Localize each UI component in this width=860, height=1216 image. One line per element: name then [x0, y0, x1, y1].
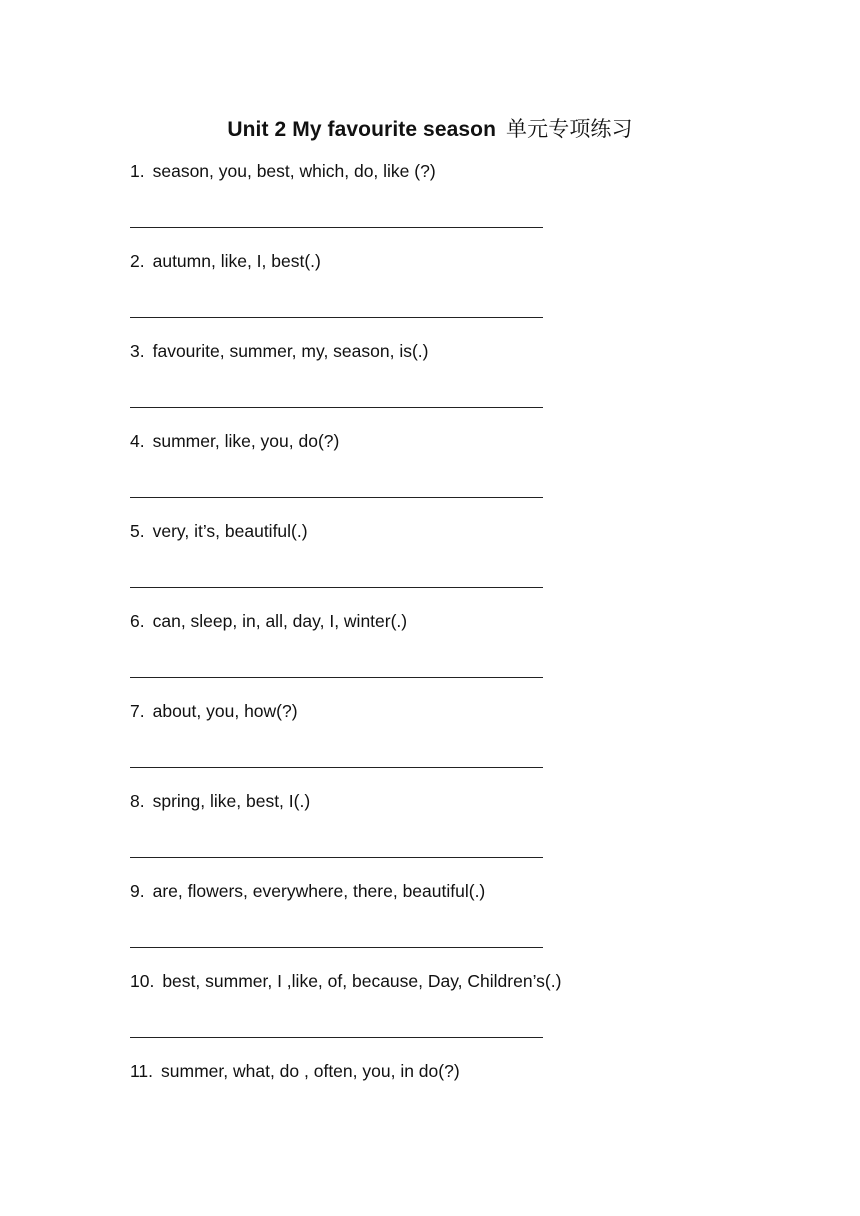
question-number: 11. [130, 1061, 154, 1081]
question-text: very, it’s, beautiful(.) [152, 521, 308, 541]
question-item [130, 517, 830, 607]
question-item [130, 1057, 830, 1147]
question-item [130, 607, 830, 697]
question-item [130, 697, 830, 787]
question-number: 8. [130, 791, 145, 811]
question-number: 1. [130, 161, 145, 181]
question-item [130, 787, 830, 877]
question-text: summer, what, do , often, you, in do(?) [161, 1061, 460, 1081]
question-number: 5. [130, 521, 145, 541]
answer-line[interactable] [130, 1037, 543, 1038]
title-english: Unit 2 My favourite season [227, 118, 497, 141]
question-item [130, 967, 830, 1057]
answer-line[interactable] [130, 227, 543, 228]
answer-line[interactable] [130, 767, 543, 768]
question-prompt [130, 881, 485, 902]
page-title [0, 113, 860, 143]
question-number: 6. [130, 611, 145, 631]
answer-line[interactable] [130, 677, 543, 678]
answer-line[interactable] [130, 497, 543, 498]
answer-line[interactable] [130, 587, 543, 588]
question-item [130, 877, 830, 967]
question-text: best, summer, I ,like, of, because, Day, Children’s(.) [162, 971, 562, 991]
question-text: autumn, like, I, best(.) [152, 251, 321, 271]
question-number: 7. [130, 701, 145, 721]
question-item [130, 427, 830, 517]
question-item [130, 247, 830, 337]
question-text: favourite, summer, my, season, is(.) [152, 341, 429, 361]
question-text: summer, like, you, do(?) [152, 431, 340, 451]
question-text: about, you, how(?) [152, 701, 298, 721]
question-item [130, 337, 830, 427]
question-prompt [130, 1061, 460, 1082]
question-prompt [130, 611, 407, 632]
answer-line[interactable] [130, 857, 543, 858]
question-prompt [130, 701, 298, 722]
question-number: 2. [130, 251, 145, 271]
title-chinese: 单元专项练习 [506, 118, 633, 141]
question-prompt [130, 431, 339, 452]
question-prompt [130, 791, 310, 812]
answer-line[interactable] [130, 407, 543, 408]
question-prompt [130, 341, 428, 362]
question-item [130, 157, 830, 247]
answer-line[interactable] [130, 947, 543, 948]
question-prompt [130, 251, 321, 272]
answer-line[interactable] [130, 317, 543, 318]
question-text: season, you, best, which, do, like (?) [152, 161, 436, 181]
question-number: 10. [130, 971, 155, 991]
question-prompt [130, 521, 308, 542]
question-number: 9. [130, 881, 145, 901]
question-prompt [130, 971, 561, 992]
question-text: are, flowers, everywhere, there, beautiful(.) [152, 881, 486, 901]
question-prompt [130, 161, 436, 182]
question-list [130, 157, 830, 1147]
question-number: 4. [130, 431, 145, 451]
question-text: can, sleep, in, all, day, I, winter(.) [152, 611, 408, 631]
question-number: 3. [130, 341, 145, 361]
question-text: spring, like, best, I(.) [152, 791, 311, 811]
